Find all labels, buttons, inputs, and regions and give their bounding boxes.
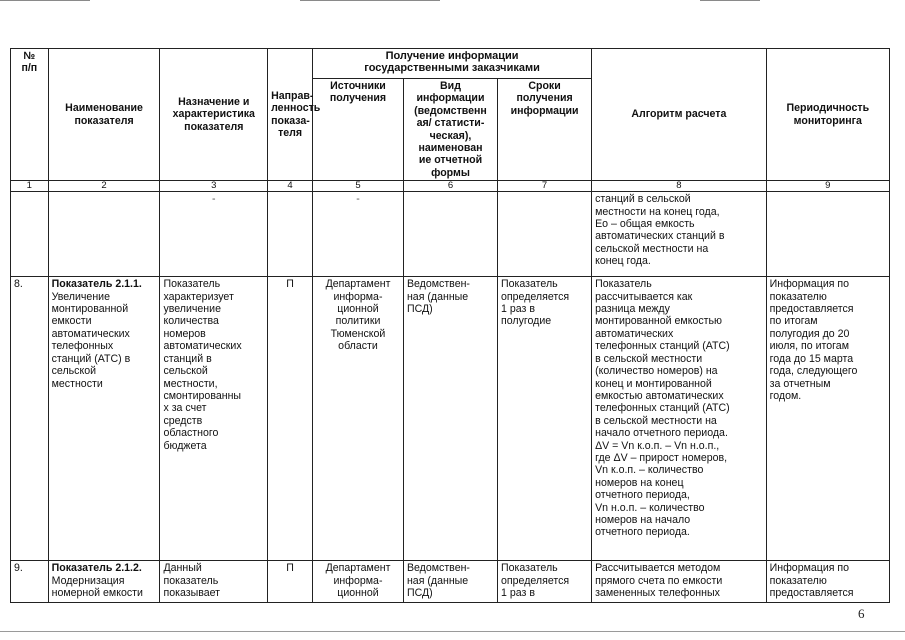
header-sources: Источники получения [313,79,404,181]
cell-empty [766,192,889,277]
monitoring-periodicity: Информация по показателю предоставляется по итогам полугодия до 20 июля, по итогам года до 15 марта года, следующего за отчетным годом. [766,277,889,561]
cell-empty [403,192,497,277]
header-indicator-name: Наименование показателя [48,49,160,181]
indicator-direction: П [268,277,313,561]
dash-mark: - [313,192,404,277]
header-row-1 [11,49,890,79]
header-terms: Сроки получения информации [498,79,592,181]
header-algorithm: Алгоритм расчета [592,49,767,181]
dash-mark: - [160,192,268,277]
indicator-name-cell [48,277,160,561]
header-direction: Направ- ленность показа- теля [268,49,313,181]
info-terms: Показатель определяется 1 раз в полугодие [498,277,592,561]
monitoring-periodicity: Информация по показателю предоставляется [766,561,889,603]
header-info-group: Получение информации государственными заказчиками [313,49,592,79]
scan-line [700,0,760,1]
cell-empty [48,192,160,277]
indicator-purpose: Показатель характеризует увеличение количества номеров автоматических станций в сельской местности, смонтированны х за счет средств областного бюджета [160,277,268,561]
info-type: Ведомствен- ная (данные ПСД) [403,561,497,603]
indicator-name: Модернизация номерной емкости [51,574,143,600]
column-number: 5 [313,181,404,192]
scan-line [300,0,440,1]
row-number: 9. [11,561,49,603]
column-number: 2 [48,181,160,192]
indicators-table [10,48,890,603]
indicator-name-cell [48,561,160,603]
column-number: 6 [403,181,497,192]
calculation-algorithm: Показатель рассчитывается как разница между монтированной емкостью автоматических телефонных станций (АТС) в сельской местности (количество номеров) на конец и монтированной емкостью автоматических телефонных станций (АТС) в сельской местности на начало отчетного периода. ΔV = Vn к.о.п. – Vn н.о.п., где ΔV – прирост номеров, Vn к.о.п. – количество номеров на конец отчетного периода, Vn н.о.п. – количество номеров на начало отчетного периода. [592,277,767,561]
algorithm-continuation: станций в сельской местности на конец года, Ео – общая емкость автоматических станций в сельской местности на конец года. [592,192,767,277]
indicator-direction: П [268,561,313,603]
header-number: № п/п [11,49,49,181]
column-number: 1 [11,181,49,192]
header-periodicity: Периодичность мониторинга [766,49,889,181]
table-row [11,561,890,603]
row-number: 8. [11,277,49,561]
cell-empty [268,192,313,277]
indicator-purpose: Данный показатель показывает [160,561,268,603]
info-source: Департамент информа- ционной [313,561,404,603]
header-purpose: Назначение и характеристика показателя [160,49,268,181]
cell-empty [11,192,49,277]
column-number: 4 [268,181,313,192]
indicator-code: Показатель 2.1.2. [51,562,142,575]
column-number: 3 [160,181,268,192]
indicator-code: Показатель 2.1.1. [51,278,142,291]
bottom-rule [0,631,905,632]
column-number: 7 [498,181,592,192]
scan-line [0,0,90,1]
info-type: Ведомствен- ная (данные ПСД) [403,277,497,561]
column-number: 9 [766,181,889,192]
page-number: 6 [858,606,865,621]
cell-empty [498,192,592,277]
indicator-name: Увеличение монтированной емкости автоматических телефонных станций (АТС) в сельской местности [51,290,131,390]
calculation-algorithm: Рассчитывается методом прямого счета по емкости замененных телефонных [592,561,767,603]
column-number: 8 [592,181,767,192]
info-terms: Показатель определяется 1 раз в [498,561,592,603]
column-number-row [11,181,890,192]
header-info-type: Вид информации (ведомственн ая/ статисти- ческая), наименован ие отчетной формы [403,79,497,181]
info-source: Департамент информа- ционной политики Тюменской области [313,277,404,561]
table-row [11,277,890,561]
continuation-row [11,192,890,277]
